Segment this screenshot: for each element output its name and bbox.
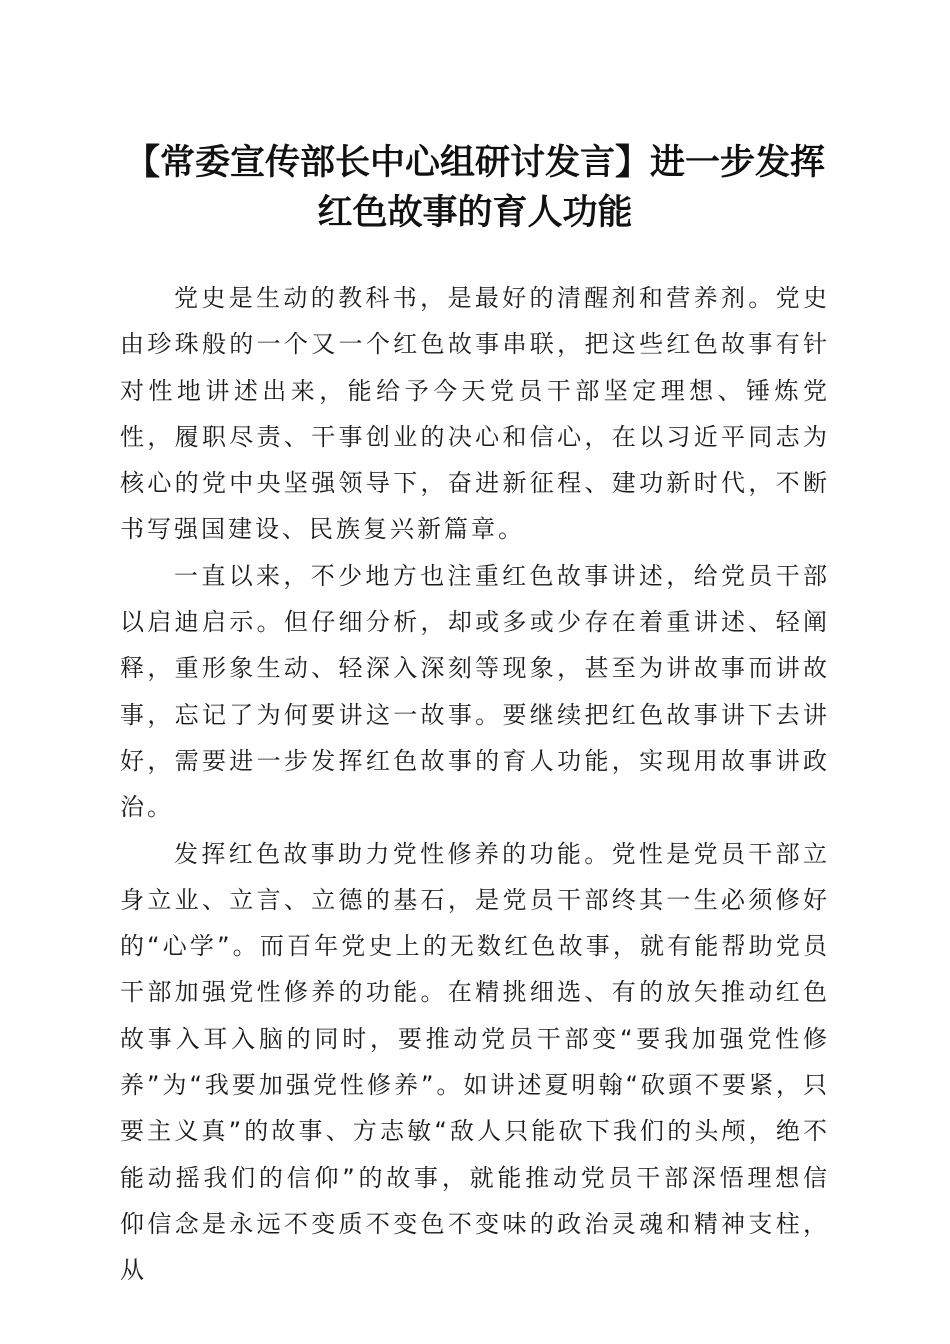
paragraph-2: 一直以来，不少地方也注重红色故事讲述，给党员干部以启迪启示。但仔细分析，却或多或少存在着重讲述、轻阐释，重形象生动、轻深入深刻等现象，甚至为讲故事而讲故事，忘记了为何要讲这一故事。要继续把红色故事讲下去讲好，需要进一步发挥红色故事的育人功能，实现用故事讲政治。 <box>120 561 830 822</box>
title-line-2: 红色故事的育人功能 <box>317 192 633 233</box>
paragraph-1: 党史是生动的教科书，是最好的清醒剂和营养剂。党史由珍珠般的一个又一个红色故事串联，把这些红色故事有针对性地讲述出来，能给予今天党员干部坚定理想、锤炼党性，履职尽责、干事创业的决心和信心，在以习近平同志为核心的党中央坚强领导下，奋进新征程、建功新时代，不断书写强国建设、民族复兴新篇章。 <box>120 284 830 544</box>
document-body <box>120 275 830 1294</box>
document-title <box>120 138 830 238</box>
title-line-1: 【常委宣传部长中心组研讨发言】进一步发挥 <box>124 142 825 183</box>
paragraph-3: 发挥红色故事助力党性修养的功能。党性是党员干部立身立业、立言、立德的基石，是党员干部终其一生必须修好的“心学”。而百年党史上的无数红色故事，就有能帮助党员干部加强党性修养的功能。在精挑细选、有的放矢推动红色故事入耳入脑的同时，要推动党员干部变“要我加强党性修养”为“我要加强党性修养”。如讲述夏明翰“砍頭不要紧，只要主义真”的故事、方志敏“敌人只能砍下我们的头颅，绝不能动摇我们的信仰”的故事，就能推动党员干部深悟理想信仰信念是永远不变质不变色不变味的政治灵魂和精神支柱，从 <box>120 839 830 1285</box>
